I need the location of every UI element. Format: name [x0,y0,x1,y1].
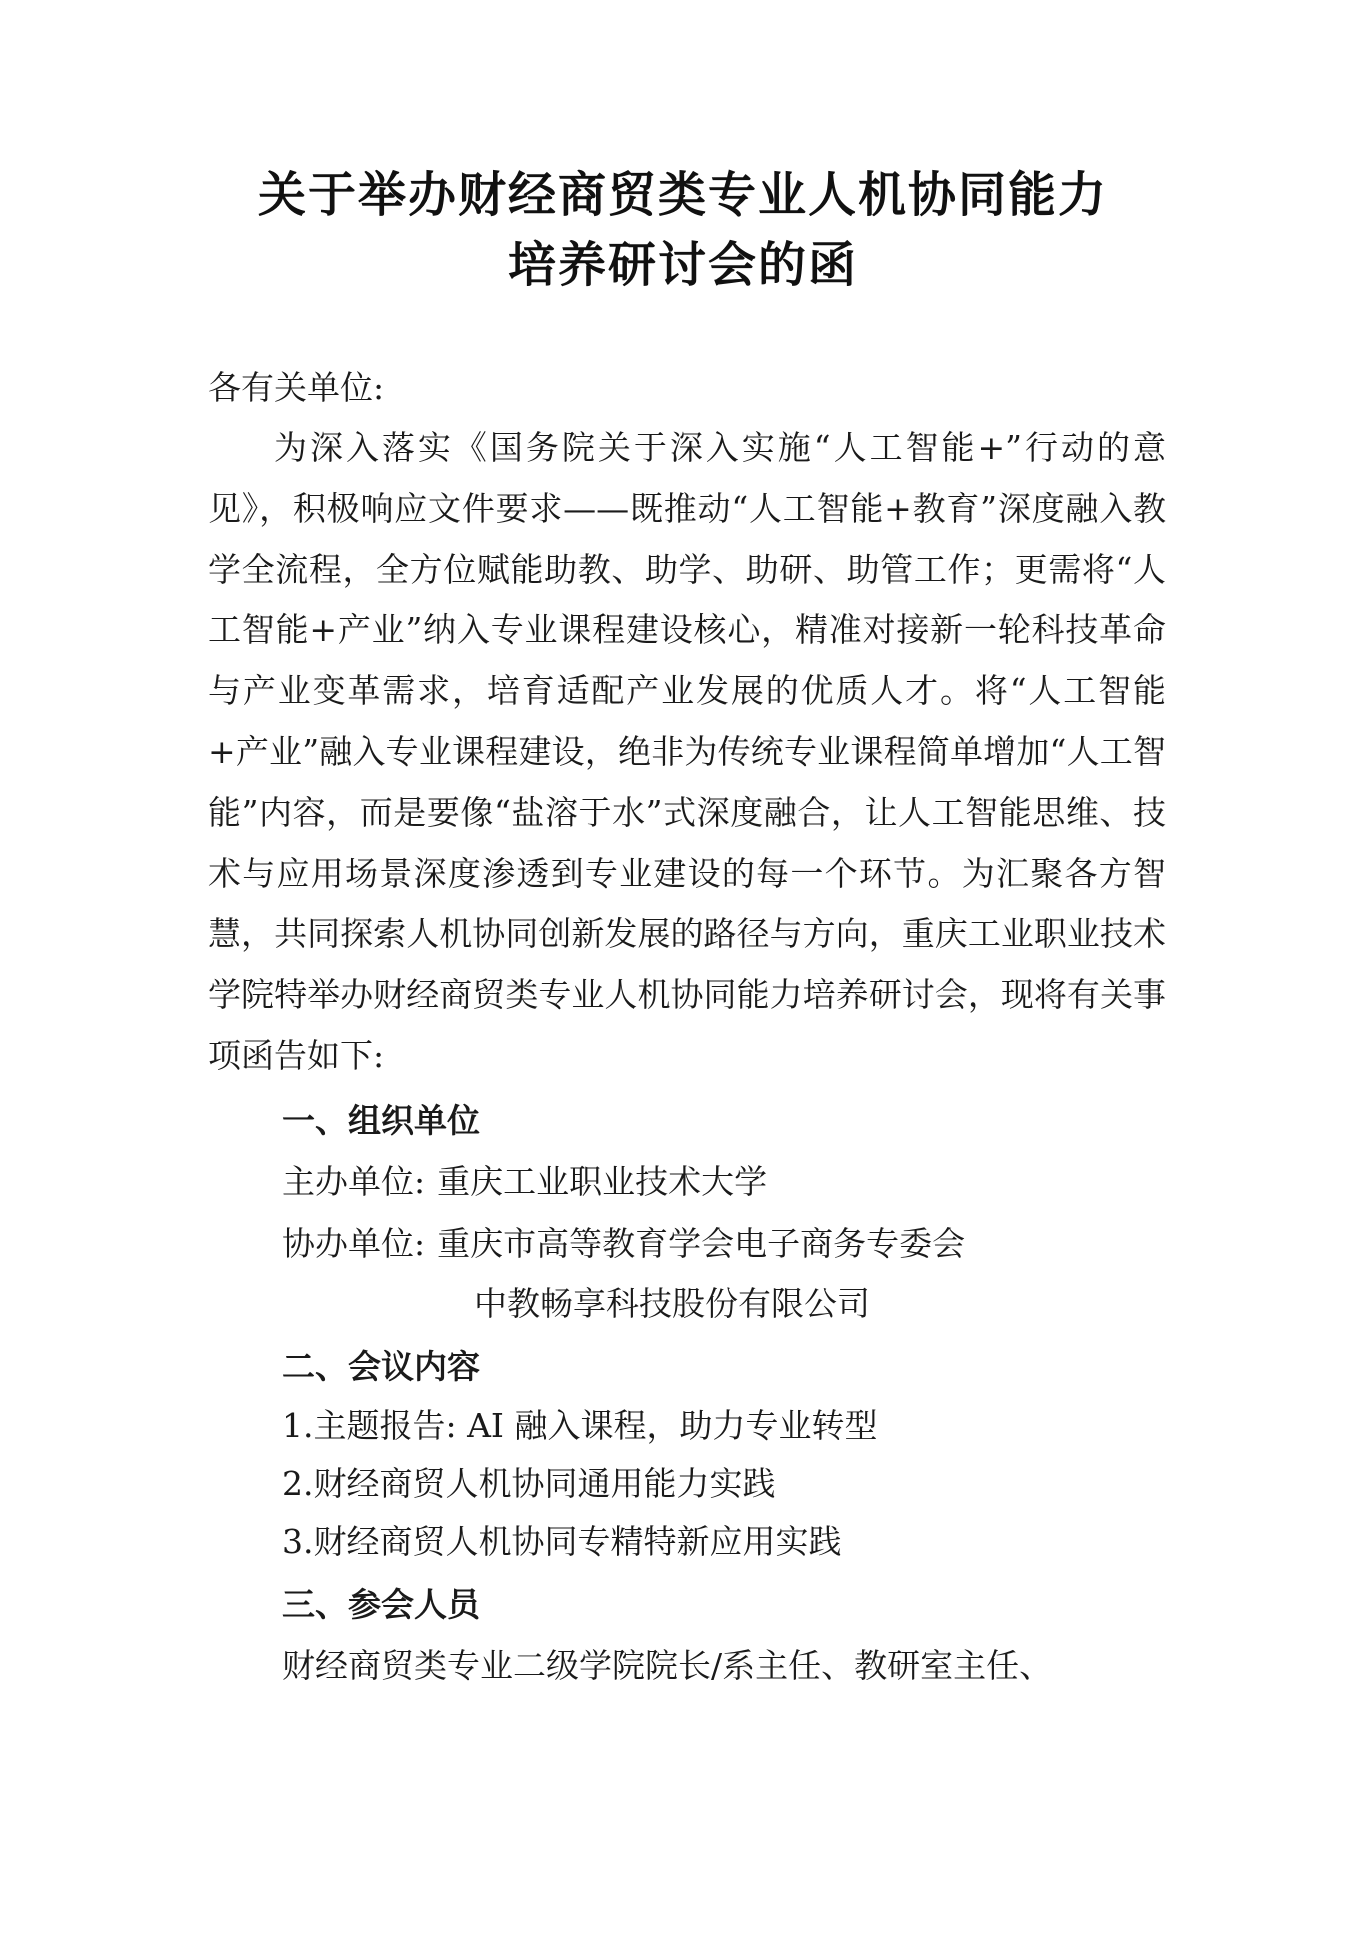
document-body [208,358,1166,1697]
co-unit-row-continued [208,1275,1166,1333]
host-unit-row [208,1151,1166,1213]
section-heading-content: 二、会议内容 [282,1346,480,1386]
title-line-1: 关于举办财经商贸类专业人机协同能力 [257,167,1108,223]
host-unit-value: 重庆工业职业技术大学 [437,1161,768,1201]
content-item-1: 1.主题报告: AI 融入课程，助力专业转型 [282,1405,878,1445]
document-title [0,160,1366,300]
host-unit-label: 主办单位: [282,1161,426,1201]
co-unit-label: 协办单位: [282,1223,426,1263]
salutation: 各有关单位: [208,368,385,407]
section-heading-organizers: 一、组织单位 [282,1100,480,1140]
intro-paragraph: 为深入落实《国务院关于深入实施“人工智能+”行动的意见》，积极响应文件要求——既推动“人工智能+教育”深度融入教学全流程，全方位赋能助教、助学、助研、助管工作；更需将“人工智能+产业”纳入专业课程建设核心，精准对接新一轮科技革命与产业变革需求，培育适配产业发展的优质人才。将“人工智能+产业”融入专业课程建设，绝非为传统专业课程简单增加“人工智能”内容，而是要像“盐溶于水”式深度融合，让人工智能思维、技术与应用场景深度渗透到专业建设的每一个环节。为汇聚各方智慧，共同探索人机协同创新发展的路径与方向，重庆工业职业技术学院特举办财经商贸类专业人机协同能力培养研讨会，现将有关事项函告如下: [208,428,1166,1075]
section-heading-attendees: 三、参会人员 [282,1584,480,1624]
title-line-2: 培养研讨会的函 [507,237,858,293]
co-unit-value-1: 重庆市高等教育学会电子商务专委会 [437,1223,966,1263]
content-item-3: 3.财经商贸人机协同专精特新应用实践 [282,1521,842,1561]
co-unit-row [208,1213,1166,1275]
attendees-text: 财经商贸类专业二级学院院长/系主任、教研室主任、 [282,1645,1053,1685]
content-item-2: 2.财经商贸人机协同通用能力实践 [282,1463,776,1503]
co-unit-value-2: 中教畅享科技股份有限公司 [474,1283,870,1323]
